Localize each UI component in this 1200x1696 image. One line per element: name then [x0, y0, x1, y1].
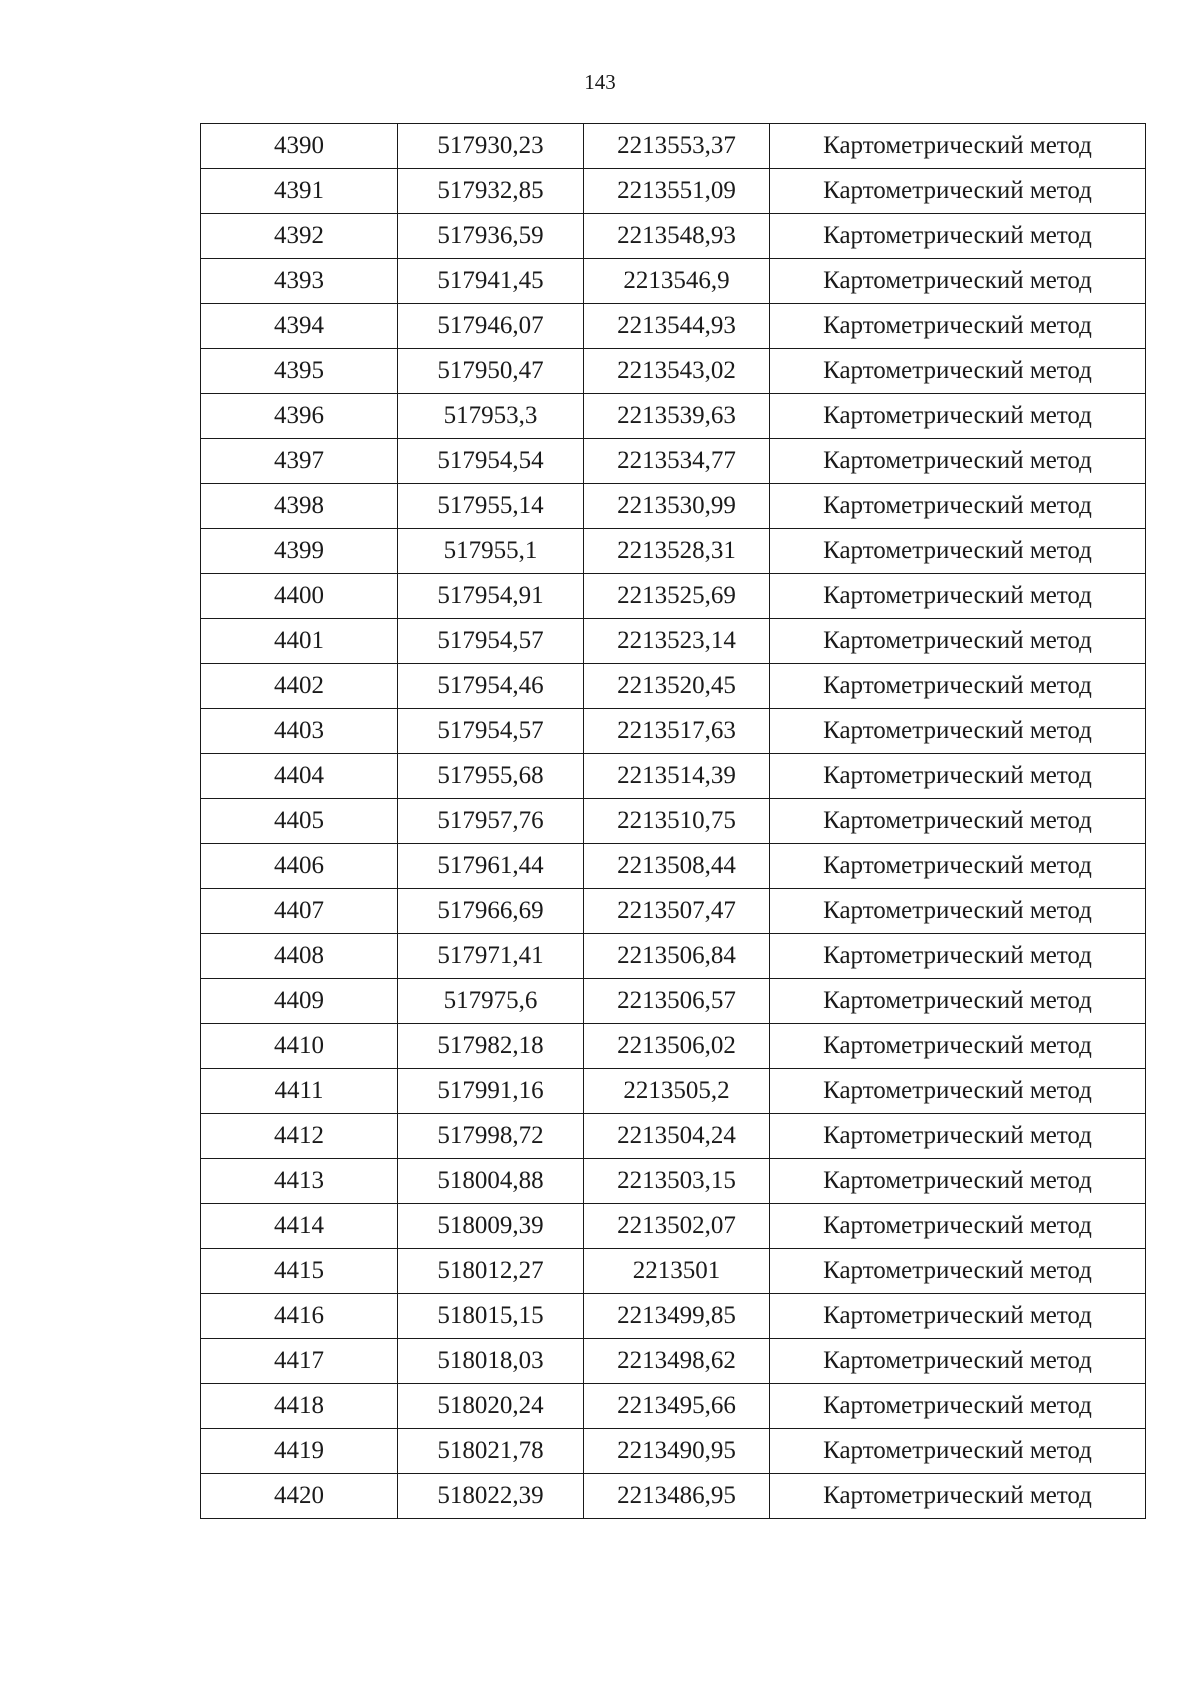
y-coordinate-cell: 2213506,84	[584, 934, 770, 979]
point-number-cell: 4407	[201, 889, 398, 934]
x-coordinate-cell: 517955,1	[398, 529, 584, 574]
x-coordinate-cell: 518009,39	[398, 1204, 584, 1249]
x-coordinate-cell: 517950,47	[398, 349, 584, 394]
x-coordinate-cell: 517955,68	[398, 754, 584, 799]
method-cell: Картометрический метод	[770, 1204, 1146, 1249]
y-coordinate-cell: 2213520,45	[584, 664, 770, 709]
y-coordinate-cell: 2213534,77	[584, 439, 770, 484]
page-number: 143	[584, 70, 616, 94]
x-coordinate-cell: 518015,15	[398, 1294, 584, 1339]
table-row	[201, 1294, 1146, 1339]
y-coordinate-cell: 2213548,93	[584, 214, 770, 259]
table-row	[201, 1249, 1146, 1294]
x-coordinate-cell: 517982,18	[398, 1024, 584, 1069]
method-cell: Картометрический метод	[770, 1024, 1146, 1069]
x-coordinate-cell: 518021,78	[398, 1429, 584, 1474]
y-coordinate-cell: 2213502,07	[584, 1204, 770, 1249]
point-number-cell: 4399	[201, 529, 398, 574]
y-coordinate-cell: 2213551,09	[584, 169, 770, 214]
table-row	[201, 304, 1146, 349]
point-number-cell: 4392	[201, 214, 398, 259]
point-number-cell: 4398	[201, 484, 398, 529]
point-number-cell: 4415	[201, 1249, 398, 1294]
table-row	[201, 124, 1146, 169]
x-coordinate-cell: 517971,41	[398, 934, 584, 979]
point-number-cell: 4393	[201, 259, 398, 304]
y-coordinate-cell: 2213543,02	[584, 349, 770, 394]
y-coordinate-cell: 2213490,95	[584, 1429, 770, 1474]
point-number-cell: 4418	[201, 1384, 398, 1429]
x-coordinate-cell: 518004,88	[398, 1159, 584, 1204]
point-number-cell: 4411	[201, 1069, 398, 1114]
point-number-cell: 4404	[201, 754, 398, 799]
y-coordinate-cell: 2213546,9	[584, 259, 770, 304]
y-coordinate-cell: 2213506,02	[584, 1024, 770, 1069]
method-cell: Картометрический метод	[770, 394, 1146, 439]
point-number-cell: 4412	[201, 1114, 398, 1159]
x-coordinate-cell: 517954,54	[398, 439, 584, 484]
x-coordinate-cell: 517953,3	[398, 394, 584, 439]
point-number-cell: 4391	[201, 169, 398, 214]
x-coordinate-cell: 518012,27	[398, 1249, 584, 1294]
point-number-cell: 4417	[201, 1339, 398, 1384]
point-number-cell: 4394	[201, 304, 398, 349]
y-coordinate-cell: 2213505,2	[584, 1069, 770, 1114]
table-row	[201, 214, 1146, 259]
y-coordinate-cell: 2213523,14	[584, 619, 770, 664]
x-coordinate-cell: 518018,03	[398, 1339, 584, 1384]
point-number-cell: 4397	[201, 439, 398, 484]
point-number-cell: 4403	[201, 709, 398, 754]
method-cell: Картометрический метод	[770, 259, 1146, 304]
y-coordinate-cell: 2213510,75	[584, 799, 770, 844]
y-coordinate-cell: 2213486,95	[584, 1474, 770, 1519]
point-number-cell: 4401	[201, 619, 398, 664]
method-cell: Картометрический метод	[770, 1384, 1146, 1429]
method-cell: Картометрический метод	[770, 1069, 1146, 1114]
table-row	[201, 349, 1146, 394]
method-cell: Картометрический метод	[770, 934, 1146, 979]
y-coordinate-cell: 2213501	[584, 1249, 770, 1294]
y-coordinate-cell: 2213507,47	[584, 889, 770, 934]
method-cell: Картометрический метод	[770, 124, 1146, 169]
x-coordinate-cell: 517966,69	[398, 889, 584, 934]
y-coordinate-cell: 2213514,39	[584, 754, 770, 799]
method-cell: Картометрический метод	[770, 1294, 1146, 1339]
table-row	[201, 709, 1146, 754]
method-cell: Картометрический метод	[770, 799, 1146, 844]
method-cell: Картометрический метод	[770, 304, 1146, 349]
method-cell: Картометрический метод	[770, 1114, 1146, 1159]
method-cell: Картометрический метод	[770, 709, 1146, 754]
y-coordinate-cell: 2213506,57	[584, 979, 770, 1024]
point-number-cell: 4406	[201, 844, 398, 889]
point-number-cell: 4400	[201, 574, 398, 619]
x-coordinate-cell: 517936,59	[398, 214, 584, 259]
point-number-cell: 4408	[201, 934, 398, 979]
method-cell: Картометрический метод	[770, 619, 1146, 664]
x-coordinate-cell: 517954,57	[398, 619, 584, 664]
x-coordinate-cell: 517961,44	[398, 844, 584, 889]
point-number-cell: 4410	[201, 1024, 398, 1069]
table-row	[201, 259, 1146, 304]
table-row	[201, 664, 1146, 709]
point-number-cell: 4402	[201, 664, 398, 709]
point-number-cell: 4416	[201, 1294, 398, 1339]
point-number-cell: 4414	[201, 1204, 398, 1249]
point-number-cell: 4395	[201, 349, 398, 394]
table-row	[201, 979, 1146, 1024]
point-number-cell: 4420	[201, 1474, 398, 1519]
table-row	[201, 1159, 1146, 1204]
x-coordinate-cell: 517946,07	[398, 304, 584, 349]
table-row	[201, 484, 1146, 529]
method-cell: Картометрический метод	[770, 1249, 1146, 1294]
point-number-cell: 4409	[201, 979, 398, 1024]
table-row	[201, 934, 1146, 979]
x-coordinate-cell: 517955,14	[398, 484, 584, 529]
table-row	[201, 619, 1146, 664]
table-row	[201, 574, 1146, 619]
x-coordinate-cell: 518020,24	[398, 1384, 584, 1429]
method-cell: Картометрический метод	[770, 844, 1146, 889]
x-coordinate-cell: 517954,46	[398, 664, 584, 709]
table-row	[201, 754, 1146, 799]
table-row	[201, 1384, 1146, 1429]
x-coordinate-cell: 517991,16	[398, 1069, 584, 1114]
y-coordinate-cell: 2213517,63	[584, 709, 770, 754]
method-cell: Картометрический метод	[770, 1339, 1146, 1384]
y-coordinate-cell: 2213539,63	[584, 394, 770, 439]
point-number-cell: 4396	[201, 394, 398, 439]
point-number-cell: 4405	[201, 799, 398, 844]
table-row	[201, 1069, 1146, 1114]
x-coordinate-cell: 517932,85	[398, 169, 584, 214]
table-row	[201, 889, 1146, 934]
table-row	[201, 1429, 1146, 1474]
x-coordinate-cell: 517998,72	[398, 1114, 584, 1159]
method-cell: Картометрический метод	[770, 979, 1146, 1024]
y-coordinate-cell: 2213499,85	[584, 1294, 770, 1339]
table-row	[201, 1204, 1146, 1249]
method-cell: Картометрический метод	[770, 574, 1146, 619]
y-coordinate-cell: 2213553,37	[584, 124, 770, 169]
method-cell: Картометрический метод	[770, 439, 1146, 484]
method-cell: Картометрический метод	[770, 889, 1146, 934]
coordinates-table-body	[201, 124, 1146, 1519]
method-cell: Картометрический метод	[770, 349, 1146, 394]
table-row	[201, 394, 1146, 439]
table-row	[201, 1024, 1146, 1069]
table-row	[201, 529, 1146, 574]
method-cell: Картометрический метод	[770, 1159, 1146, 1204]
method-cell: Картометрический метод	[770, 484, 1146, 529]
method-cell: Картометрический метод	[770, 529, 1146, 574]
coordinates-table	[200, 123, 1146, 1519]
method-cell: Картометрический метод	[770, 754, 1146, 799]
y-coordinate-cell: 2213528,31	[584, 529, 770, 574]
table-row	[201, 799, 1146, 844]
point-number-cell: 4419	[201, 1429, 398, 1474]
table-row	[201, 1474, 1146, 1519]
method-cell: Картометрический метод	[770, 169, 1146, 214]
y-coordinate-cell: 2213498,62	[584, 1339, 770, 1384]
point-number-cell: 4390	[201, 124, 398, 169]
x-coordinate-cell: 517941,45	[398, 259, 584, 304]
x-coordinate-cell: 517957,76	[398, 799, 584, 844]
table-row	[201, 844, 1146, 889]
x-coordinate-cell: 517930,23	[398, 124, 584, 169]
y-coordinate-cell: 2213530,99	[584, 484, 770, 529]
point-number-cell: 4413	[201, 1159, 398, 1204]
y-coordinate-cell: 2213508,44	[584, 844, 770, 889]
x-coordinate-cell: 518022,39	[398, 1474, 584, 1519]
method-cell: Картометрический метод	[770, 214, 1146, 259]
table-row	[201, 1339, 1146, 1384]
method-cell: Картометрический метод	[770, 1474, 1146, 1519]
table-row	[201, 169, 1146, 214]
method-cell: Картометрический метод	[770, 664, 1146, 709]
table-row	[201, 439, 1146, 484]
method-cell: Картометрический метод	[770, 1429, 1146, 1474]
y-coordinate-cell: 2213525,69	[584, 574, 770, 619]
x-coordinate-cell: 517975,6	[398, 979, 584, 1024]
table-row	[201, 1114, 1146, 1159]
x-coordinate-cell: 517954,91	[398, 574, 584, 619]
y-coordinate-cell: 2213504,24	[584, 1114, 770, 1159]
y-coordinate-cell: 2213503,15	[584, 1159, 770, 1204]
x-coordinate-cell: 517954,57	[398, 709, 584, 754]
y-coordinate-cell: 2213495,66	[584, 1384, 770, 1429]
y-coordinate-cell: 2213544,93	[584, 304, 770, 349]
